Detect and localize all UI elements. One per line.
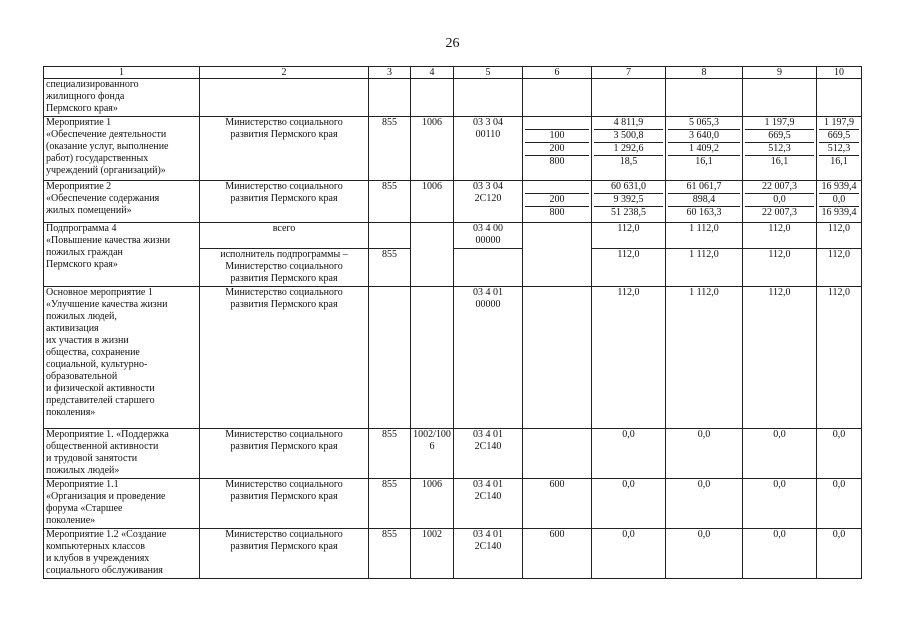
amount-col8: 0,0 <box>666 479 743 529</box>
col-header: 1 <box>44 67 200 79</box>
activity-name: Подпрограмма 4 «Повышение качества жизни пожилых граждан Пермского края» <box>44 223 200 287</box>
executor: Министерство социального развития Пермского края <box>200 529 369 579</box>
col-header: 7 <box>592 67 666 79</box>
page-number: 26 <box>445 36 460 51</box>
executor: Министерство социального развития Пермского края <box>200 117 369 181</box>
amount-col9: 1 197,9 669,5 512,3 16,1 <box>743 117 817 181</box>
expense-type: 100 200 800 <box>523 117 592 181</box>
col-header: 4 <box>411 67 454 79</box>
amount-col10: 0,0 <box>817 429 862 479</box>
table-row <box>44 529 862 579</box>
amount-col9: 22 007,3 0,0 22 007,3 <box>743 181 817 223</box>
table-row <box>44 117 862 181</box>
executor: Министерство социального развития Пермского края <box>200 479 369 529</box>
grbs-code: 855 <box>369 479 411 529</box>
amount-col7: 0,0 <box>592 429 666 479</box>
col-header: 6 <box>523 67 592 79</box>
amount-col8: 61 061,7 898,4 60 163,3 <box>666 181 743 223</box>
section-code: 1006 <box>411 479 454 529</box>
grbs-code: 855 <box>369 249 411 287</box>
grbs-code: 855 <box>369 117 411 181</box>
executor: Министерство социального развития Пермского края <box>200 287 369 429</box>
target-code: 03 3 04 00110 <box>454 117 523 181</box>
amount-col7: 112,0 <box>592 223 666 249</box>
expense-type: 600 <box>523 529 592 579</box>
amount-col10: 0,0 <box>817 529 862 579</box>
table-row <box>44 429 862 479</box>
amount-col10: 112,0 <box>817 223 862 249</box>
executor: Министерство социального развития Пермского края <box>200 181 369 223</box>
activity-name: специализированного жилищного фонда Пермского края» <box>44 79 200 117</box>
amount-col10: 1 197,9 669,5 512,3 16,1 <box>817 117 862 181</box>
activity-name: Основное мероприятие 1 «Улучшение качества жизни пожилых людей, активизация их участия в жизни общества, сохранение социальной, культурно- образовательной и физической активности представителей старшего поколения» <box>44 287 200 429</box>
col-header: 2 <box>200 67 369 79</box>
target-code: 03 4 00 00000 <box>454 223 523 249</box>
col-header: 10 <box>817 67 862 79</box>
amount-col10: 112,0 <box>817 287 862 429</box>
budget-table <box>43 66 862 579</box>
table-row <box>44 223 862 249</box>
expense-type: 600 <box>523 479 592 529</box>
amount-col7: 0,0 <box>592 529 666 579</box>
amount-col8: 1 112,0 <box>666 249 743 287</box>
activity-name: Мероприятие 1.1 «Организация и проведение форума «Старшее поколение» <box>44 479 200 529</box>
grbs-code: 855 <box>369 181 411 223</box>
section-code: 1002/100 6 <box>411 429 454 479</box>
activity-name: Мероприятие 2 «Обеспечение содержания жилых помещений» <box>44 181 200 223</box>
col-header: 3 <box>369 67 411 79</box>
table-row <box>44 181 862 223</box>
amount-col8: 0,0 <box>666 429 743 479</box>
amount-col9: 112,0 <box>743 287 817 429</box>
amount-col8: 1 112,0 <box>666 287 743 429</box>
amount-col8: 0,0 <box>666 529 743 579</box>
target-code: 03 3 04 2С120 <box>454 181 523 223</box>
amount-col7: 112,0 <box>592 287 666 429</box>
col-header: 8 <box>666 67 743 79</box>
activity-name: Мероприятие 1.2 «Создание компьютерных классов и клубов в учреждениях социального обслуживания <box>44 529 200 579</box>
section-code: 1006 <box>411 181 454 223</box>
amount-col10: 112,0 <box>817 249 862 287</box>
section-code: 1006 <box>411 117 454 181</box>
amount-col8: 1 112,0 <box>666 223 743 249</box>
amount-col7: 4 811,9 3 500,8 1 292,6 18,5 <box>592 117 666 181</box>
section-code: 1002 <box>411 529 454 579</box>
executor: исполнитель подпрограммы – Министерство социального развития Пермского края <box>200 249 369 287</box>
executor: Министерство социального развития Пермского края <box>200 429 369 479</box>
target-code: 03 4 01 2С140 <box>454 429 523 479</box>
grbs-code: 855 <box>369 529 411 579</box>
amount-col10: 16 939,4 0,0 16 939,4 <box>817 181 862 223</box>
table-row <box>44 79 862 117</box>
executor-total: всего <box>200 223 369 249</box>
amount-col9: 112,0 <box>743 223 817 249</box>
table-header-row <box>44 67 862 79</box>
target-code: 03 4 01 00000 <box>454 287 523 429</box>
grbs-code: 855 <box>369 429 411 479</box>
amount-col7: 0,0 <box>592 479 666 529</box>
amount-col9: 0,0 <box>743 429 817 479</box>
expense-type: 200 800 <box>523 181 592 223</box>
activity-name: Мероприятие 1 «Обеспечение деятельности (оказание услуг, выполнение работ) государственных учреждений (организаций)» <box>44 117 200 181</box>
amount-col9: 0,0 <box>743 479 817 529</box>
target-code: 03 4 01 2С140 <box>454 479 523 529</box>
amount-col7: 60 631,0 9 392,5 51 238,5 <box>592 181 666 223</box>
activity-name: Мероприятие 1. «Поддержка общественной активности и трудовой занятости пожилых людей» <box>44 429 200 479</box>
table-row <box>44 287 862 429</box>
amount-col10: 0,0 <box>817 479 862 529</box>
amount-col9: 112,0 <box>743 249 817 287</box>
col-header: 5 <box>454 67 523 79</box>
table-row <box>44 479 862 529</box>
amount-col9: 0,0 <box>743 529 817 579</box>
amount-col8: 5 065,3 3 640,0 1 409,2 16,1 <box>666 117 743 181</box>
amount-col7: 112,0 <box>592 249 666 287</box>
target-code: 03 4 01 2С140 <box>454 529 523 579</box>
col-header: 9 <box>743 67 817 79</box>
